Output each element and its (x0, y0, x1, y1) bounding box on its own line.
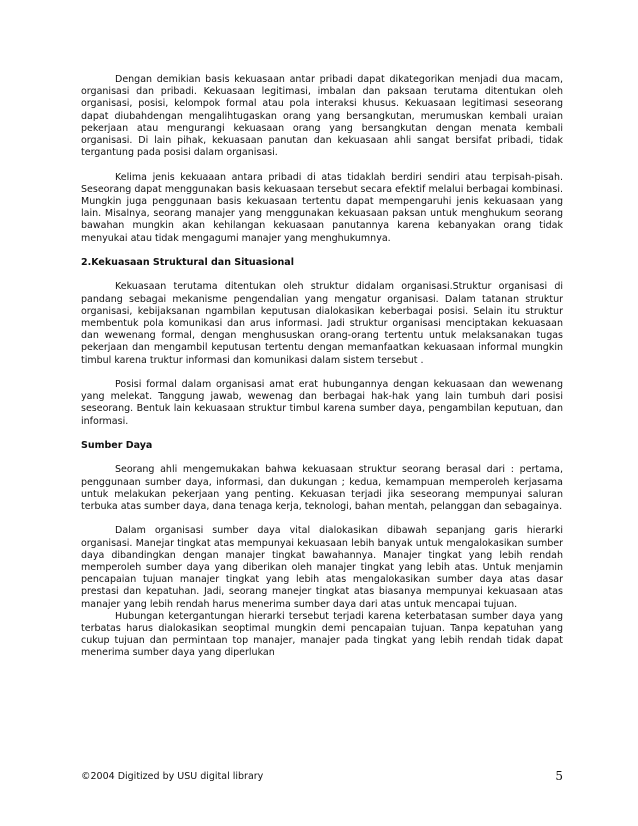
page-footer (81, 770, 563, 784)
paragraph: Seorang ahli mengemukakan bahwa kekuasaan struktur seorang berasal dari : pertama, penggunaan sumber daya, informasi, dan dukungan ; kedua, kemampuan memperoleh kerjasama untuk melakukan pekerjaan yang penting. Kekuasan terjadi jika seseorang mempunyai saluran terbuka atas sumber daya, dana tenaga kerja, teknologi, bahan mentah, pelanggan dan sebagainya. (81, 464, 563, 513)
paragraph: Posisi formal dalam organisasi amat erat hubungannya dengan kekuasaan dan wewenang yang melekat. Tanggung jawab, wewenag dan berbagai hak-hak yang lain tumbuh dari posisi seseorang. Bentuk lain kekuasaan struktur timbul karena sumber daya, pengambilan keputuan, dan informasi. (81, 379, 563, 427)
paragraph: Kekuasaan terutama ditentukan oleh struktur didalam organisasi.Struktur organisasi di pandang sebagai mekanisme pengendalian yang mengatur organisasi. Dalam tatanan struktur organisasi, kebijaksanan ngambilan keputusan dialokasikan keberbagai posisi. Selain itu struktur membentuk pola komunikasi dan arus informasi. Jadi struktur organisasi menciptakan kekuasaan dan wewenang formal, dengan menghususkan orang-orang tertentu untuk melaksanakan tugas pekerjaan dan mengambil keputusan tertentu dengan memanfaatkan kekuasaan informal mungkin timbul karena truktur informasi dan komunikasi dalam sistem tersebut . (81, 281, 563, 366)
copyright-text: ©2004 Digitized by USU digital library (81, 771, 264, 782)
paragraph: Hubungan ketergantungan hierarki tersebut terjadi karena keterbatasan sumber daya yang terbatas harus dialokasikan seoptimal mungkin demi pencapaian tujuan. Tanpa kepatuhan yang cukup tujuan dan permintaan top manajer, manajer pada tingkat yang lebih rendah tidak dapat menerima sumber daya yang diperlukan (81, 610, 563, 659)
page-number: 5 (555, 769, 563, 783)
paragraph: Kelima jenis kekuaaan antara pribadi di atas tidaklah berdiri sendiri atau terpisah-pisah. Seseorang dapat menggunakan basis kekuasaan tersebut secara efektif melalui berbagai kombinasi. Mungkin juga penggunaan basis kekuasaan tertentu dapat mempengaruhi jenis kekuasaan yang lain. Misalnya, seorang manajer yang menggunakan kekuasaan paksan untuk menghukum seorang bawahan mungkin akan kehilangan kekuasaan panutannya karena kebanyakan orang tidak menyukai atau tidak mengagumi manajer yang menghukumnya. (81, 171, 563, 244)
section-heading: Sumber Daya (81, 440, 153, 452)
paragraph: Dengan demikian basis kekuasaan antar pribadi dapat dikategorikan menjadi dua macam, organisasi dan pribadi. Kekuasaan legitimasi, imbalan dan paksaan terutama ditentukan oleh organisasi, posisi, kelompok formal atau pola interaksi khusus. Kekuasaan legitimasi seseorang dapat diubahdengan mengalihtugaskan orang yang bersangkutan, merumuskan kembali uraian pekerjaan atau mengurangi kekuasaan orang yang bersangkutan dengan menata kembali organisasi. Di lain pihak, kekuasaan panutan dan kekuasaan ahli sangat bersifat pribadi, tidak tergantung pada posisi dalam organisasi. (81, 74, 563, 159)
section-heading: 2.Kekuasaan Struktural dan Situasional (81, 257, 294, 269)
paragraph: Dalam organisasi sumber daya vital dialokasikan dibawah sepanjang garis hierarki organisasi. Manejar tingkat atas mempunyai kekuasaan lebih banyak untuk mengalokasikan sumber daya dibandingkan dengan manajer tingkat bawahannya. Manajer tingkat yang lebih rendah memperoleh sumber daya yang diberikan oleh manajer tingkat yang lebih atas. Untuk menjamin pencapaian tujuan manajer tingkat yang lebih atas mengalokasikan sumber daya atas dasar prestasi dan kepatuhan. Jadi, seorang manejer tingkat atas biasanya mempunyai kekuasaan atas manajer yang lebih rendah harus menerima sumber daya dari atas untuk mencapai tujuan. (81, 525, 563, 610)
document-body (81, 74, 563, 672)
